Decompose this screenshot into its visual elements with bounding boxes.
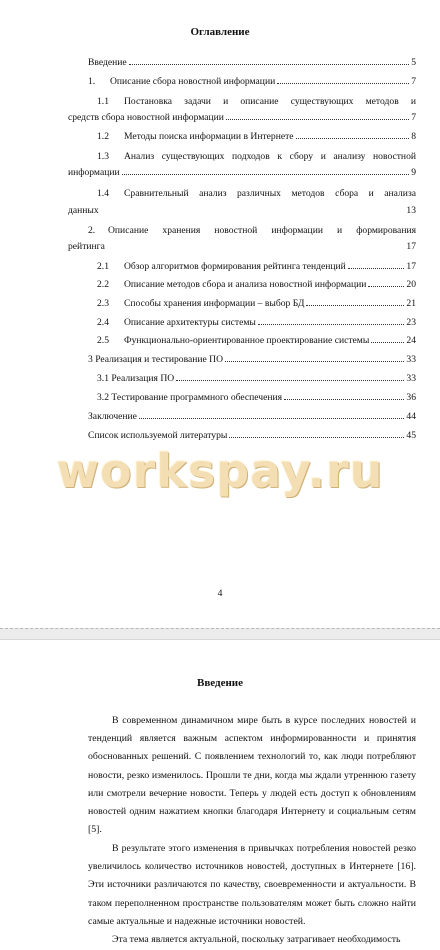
toc-entry-line1[interactable] [97,188,416,200]
toc-entry-page: 8 [411,131,416,142]
toc-entry-page: 36 [406,392,416,403]
toc-entry-page: 17 [406,261,416,272]
toc-entry-page: 33 [406,373,416,384]
toc-entry-title: Описание сбора новостной информации [110,76,276,87]
toc-entry[interactable] [88,354,416,366]
toc-entry[interactable] [97,261,416,273]
toc-entry[interactable] [97,392,416,404]
toc-leader [368,286,404,287]
toc-entry-page: 9 [411,167,416,178]
toc-entry[interactable] [97,317,416,329]
toc-leader [226,119,409,120]
toc-entry-title: Функционально-ориентированное проектирование системы [124,335,370,346]
toc-leader [229,437,404,438]
toc-entry-title: Введение [88,57,127,68]
toc-entry-title: 3.1 Реализация ПО [97,373,175,384]
toc-leader [277,83,409,84]
toc-entry-line2[interactable] [68,241,416,253]
intro-paragraph [88,931,416,949]
toc-leader [176,380,404,381]
toc-entry-title-cont: рейтинга [68,241,105,252]
toc-entry-title: Описание методов сбора и анализа новостной информации [124,279,367,290]
toc-entry[interactable] [97,131,416,143]
toc-entry-number: 2. [88,225,96,236]
intro-paragraph [88,840,416,931]
toc-entry-number: 1. [88,76,96,87]
paragraph-text: В результате этого изменения в привычках потребления новостей резко увеличилось количество источников новостей, доступных в Интернете [16]. Эти источники различаются по качеству, своевременности и актуальности. В таком переполненном пространстве пользователям может быть сложно найти самые актуальные и надежные источники новостей. [88,843,416,927]
toc-entry-line2[interactable] [68,112,416,124]
toc-entry-title: Описание хранения новостной информации и формирования [108,225,416,236]
toc-entry-page: 7 [411,112,416,123]
toc-entry-number: 1.4 [97,188,109,199]
toc-entry[interactable] [88,76,416,88]
toc-entry-number: 2.1 [97,261,109,272]
toc-entry-title: 3.2 Тестирование программного обеспечения [97,392,283,403]
toc-entry-page: 20 [406,279,416,290]
page-number: 4 [217,588,223,599]
toc-entry-number: 2.4 [97,317,109,328]
toc-entry[interactable] [97,298,416,310]
paragraph-text: В современном динамичном мире быть в курсе последних новостей и тенденций является важным аспектом информированности и принятия обоснованных решений. С появлением технологий то, как люди потребляют новости, резко изменилось. Прошли те дни, когда мы ждали утреннюю газету или смотрели вечерние новости. Теперь у людей есть доступ к обновлениям новостей одним нажатием кнопки благодаря Интернету и социальным сетям [5]. [88,715,416,836]
toc-entry-line1[interactable] [88,225,416,237]
toc-entry-number: 1.2 [97,131,109,142]
toc-entry-page: 33 [406,354,416,365]
toc-entry[interactable] [88,411,416,423]
toc-entry-title: Заключение [88,411,137,422]
toc-entry-page: 23 [406,317,416,328]
toc-entry-line2[interactable] [68,167,416,179]
toc-entry-page: 21 [406,298,416,309]
toc-leader [296,138,410,139]
toc-leader [258,324,405,325]
toc-entry-page: 45 [406,430,416,441]
intro-heading: Введение [196,677,244,689]
toc-entry[interactable] [97,373,416,385]
watermark: workspay.ru [56,444,384,498]
paragraph-text: Эта тема является актуальной, поскольку затрагивает необходимость [112,934,401,945]
toc-entry-page: 5 [411,57,416,68]
toc-entry[interactable] [97,279,416,291]
toc-entry-page: 13 [406,205,416,216]
toc-leader [225,361,404,362]
toc-entry-line1[interactable] [97,151,416,163]
toc-entry-title: Описание архитектуры системы [124,317,256,328]
toc-entry-title: Способы хранения информации – выбор БД [124,298,305,309]
toc-entry-title: Анализ существующих подходов к сбору и анализу новостной [124,151,416,162]
toc-leader [371,342,404,343]
toc-entry-title-cont: средств сбора новостной информации [68,112,224,123]
toc-entry[interactable] [97,335,416,347]
toc-leader [306,305,404,306]
toc-leader [348,268,405,269]
toc-entry-title: Методы поиска информации в Интернете [124,131,294,142]
intro-paragraph [88,712,416,839]
page-break [0,628,440,640]
toc-entry-title-cont: данных [68,205,99,216]
toc-entry-page: 17 [406,241,416,252]
toc-leader [129,64,410,65]
toc-entry-number: 2.2 [97,279,109,290]
toc-entry-title: Список используемой литературы [88,430,228,441]
toc-entry-page: 24 [406,335,416,346]
toc-entry-title: Обзор алгоритмов формирования рейтинга тенденций [124,261,346,272]
toc-heading: Оглавление [190,26,250,38]
toc-entry-number: 2.3 [97,298,109,309]
toc-entry-number: 2.5 [97,335,109,346]
toc-leader [284,399,404,400]
toc-entry-title: Сравнительный анализ различных методов сбора и анализа [124,188,416,199]
toc-entry-page: 44 [406,411,416,422]
toc-entry-line2[interactable] [68,205,416,217]
toc-entry-title: 3 Реализация и тестирование ПО [88,354,224,365]
toc-entry-page: 7 [411,76,416,87]
toc-entry-title-cont: информации [68,167,120,178]
toc-entry[interactable] [88,430,416,442]
toc-entry-number: 1.3 [97,151,109,162]
toc-entry-line1[interactable] [97,96,416,108]
page-introduction [0,640,440,950]
toc-entry-number: 1.1 [97,96,109,107]
toc-entry-title: Постановка задачи и описание существующих методов и [124,96,416,107]
toc-leader [139,418,404,419]
toc-leader [122,174,410,175]
toc-entry[interactable] [88,57,416,69]
